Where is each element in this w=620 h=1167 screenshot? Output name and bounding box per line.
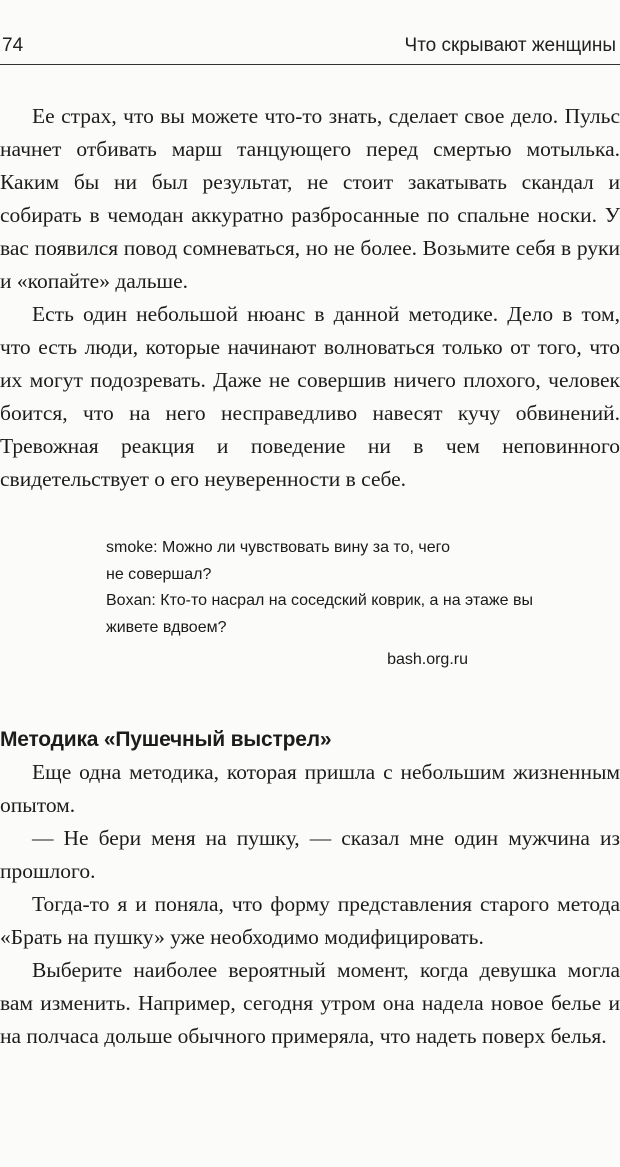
section-title: Методика «Пушечный выстрел»: [0, 727, 332, 751]
paragraph: Тогда-то я и поняла, что форму представления старого метода «Брать на пушку» уже необходимо модифицировать.: [0, 891, 620, 949]
quote-source: bash.org.ru: [387, 651, 468, 668]
paragraph: Еще одна методика, которая пришла с небольшим жизненным опытом.: [0, 759, 620, 817]
paragraph: Есть один небольшой нюанс в данной методике. Дело в том, что есть люди, которые начинают волноваться только от того, что их могут подозревать. Даже не совершив ничего плохого, человек боится, что на него несправедливо навесят кучу обвинений. Тревожная реакция и поведение ни в чем неповинного свидетельствует о его неуверенности в себе.: [0, 302, 620, 491]
epigraph-quote: [106, 535, 596, 674]
page-number: 74: [2, 35, 24, 56]
page-header: [0, 30, 620, 65]
quote-line: не совершал?: [106, 565, 212, 583]
paragraph: — Не бери меня на пушку, — сказал мне один мужчина из прошлого.: [0, 825, 620, 883]
quote-line: smoke: Можно ли чувствовать вину за то, чего: [106, 539, 450, 556]
quote-line: Boxan: Кто-то насрал на соседский коврик, а на этаже вы: [106, 592, 533, 609]
paragraph: Ее страх, что вы можете что-то знать, сделает свое дело. Пульс начнет отбивать марш танцующего перед смертью мотылька. Каким бы ни был результат, не стоит закатывать скандал и собирать в чемодан аккуратно разбросанные по спальне носки. У вас появился повод сомневаться, но не более. Возьмите себя в руки и «копайте» дальше.: [0, 104, 620, 293]
running-title: Что скрывают женщины: [404, 35, 616, 56]
paragraph: Выберите наиболее вероятный момент, когда девушка могла вам изменить. Например, сегодня утром она надела новое белье и на полчаса дольше обычного примеряла, что надеть поверх белья.: [0, 957, 620, 1048]
body-text: [0, 100, 620, 1053]
quote-line: живете вдвоем?: [106, 618, 227, 636]
